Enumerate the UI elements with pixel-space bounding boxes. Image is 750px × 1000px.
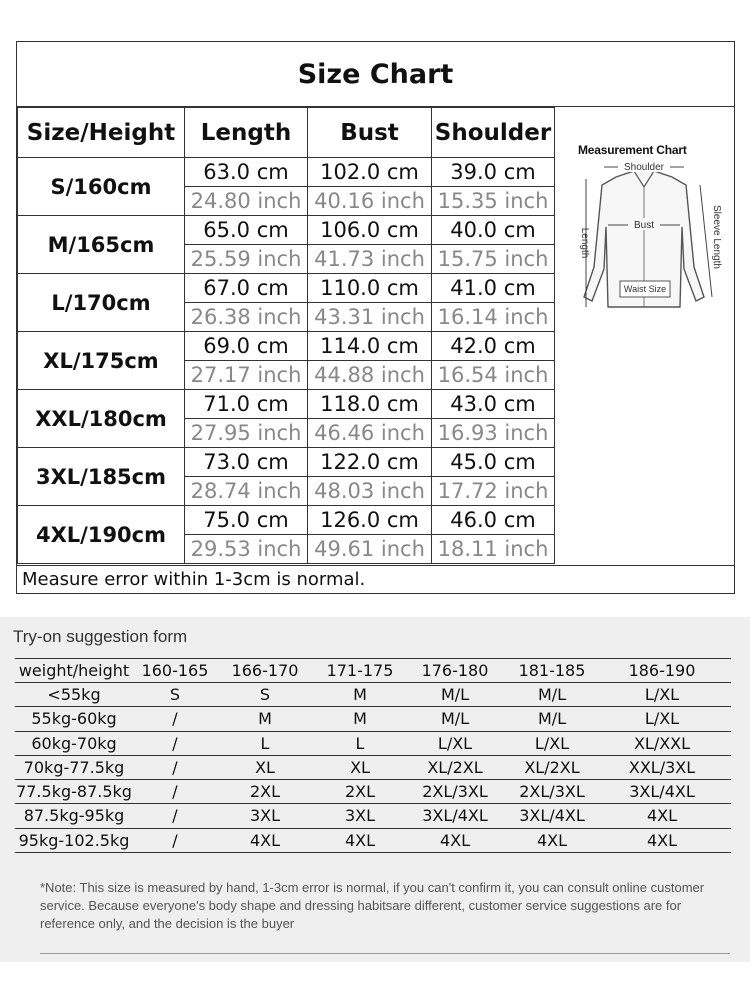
measurement-title: Measurement Chart	[578, 143, 687, 157]
cm-value: 73.0 cm	[185, 448, 308, 477]
divider	[40, 953, 730, 954]
suggested-size: XL/2XL	[524, 757, 580, 777]
suggested-size: 2XL	[249, 782, 281, 802]
suggested-size: M	[258, 709, 272, 729]
suggested-size: 3XL	[344, 806, 376, 826]
suggested-size: L/XL	[644, 685, 680, 704]
waist-label: Waist Size	[623, 284, 667, 294]
size-label: L/170cm	[18, 274, 185, 332]
suggested-size: M/L	[440, 685, 470, 704]
suggested-size: S	[169, 685, 181, 704]
cm-value: 126.0 cm	[308, 506, 432, 535]
cm-value: 110.0 cm	[308, 274, 432, 303]
header-size: Size/Height	[18, 108, 185, 158]
inch-value: 24.80 inch	[185, 187, 308, 216]
cm-value: 46.0 cm	[432, 506, 555, 535]
tryon-note: *Note: This size is measured by hand, 1-3cm error is normal, if you can't confirm it, you can consult online customer service. Because everyone's body shape and dressing habitsare different, customer service suggestions are for reference only, and the decision is the buyer	[40, 880, 705, 931]
suggested-size: M/L	[440, 709, 470, 729]
weight-range: 70kg-77.5kg	[23, 757, 125, 777]
size-row-cm	[18, 448, 555, 477]
weight-range: <55kg	[47, 685, 101, 704]
inch-value: 18.11 inch	[432, 535, 555, 564]
cm-value: 114.0 cm	[308, 332, 432, 361]
suggested-size: M	[353, 685, 367, 704]
weight-range: 55kg-60kg	[31, 709, 117, 729]
suggested-size: /	[172, 782, 178, 802]
suggested-size: L/XL	[437, 733, 473, 753]
cm-value: 63.0 cm	[185, 158, 308, 187]
tryon-section	[0, 617, 750, 962]
header-shoulder: Shoulder	[432, 108, 555, 158]
tryon-header-cell: 166-170	[231, 661, 299, 680]
inch-value: 25.59 inch	[185, 245, 308, 274]
header-bust: Bust	[308, 108, 432, 158]
suggested-size: XL	[255, 757, 275, 777]
inch-value: 15.35 inch	[432, 187, 555, 216]
cm-value: 71.0 cm	[185, 390, 308, 419]
tryon-header-cell: 186-190	[628, 661, 696, 680]
weight-range: 60kg-70kg	[31, 733, 117, 753]
size-label: XXL/180cm	[18, 390, 185, 448]
suggested-size: /	[172, 733, 178, 753]
suggested-size: 4XL	[536, 830, 568, 850]
size-label: 4XL/190cm	[18, 506, 185, 564]
suggested-size: 2XL/3XL	[422, 782, 488, 802]
cm-value: 106.0 cm	[308, 216, 432, 245]
inch-value: 29.53 inch	[185, 535, 308, 564]
suggested-size: M	[353, 709, 367, 729]
length-label: Length	[579, 227, 590, 259]
suggested-size: XXL/3XL	[628, 757, 696, 777]
size-row-cm	[18, 216, 555, 245]
tryon-header-cell: 176-180	[421, 661, 489, 680]
tryon-header-cell: 181-185	[518, 661, 586, 680]
cm-value: 65.0 cm	[185, 216, 308, 245]
suggested-size: XL/2XL	[427, 757, 483, 777]
tryon-row	[15, 804, 731, 828]
inch-value: 16.54 inch	[432, 361, 555, 390]
chart-footer-note: Measure error within 1-3cm is normal.	[17, 565, 734, 593]
size-table	[17, 107, 555, 564]
cm-value: 69.0 cm	[185, 332, 308, 361]
cm-value: 41.0 cm	[432, 274, 555, 303]
weight-range: 95kg-102.5kg	[18, 830, 130, 850]
suggested-size: 4XL	[344, 830, 376, 850]
suggested-size: M/L	[537, 709, 567, 729]
cm-value: 39.0 cm	[432, 158, 555, 187]
size-row-cm	[18, 158, 555, 187]
tryon-header-row	[15, 658, 731, 683]
suggested-size: 3XL/4XL	[422, 806, 488, 826]
tryon-title: Try-on suggestion form	[13, 627, 188, 646]
tryon-body	[15, 683, 731, 853]
cm-value: 102.0 cm	[308, 158, 432, 187]
suggested-size: /	[172, 709, 178, 729]
size-table-body	[18, 158, 555, 564]
suggested-size: S	[259, 685, 271, 704]
inch-value: 16.93 inch	[432, 419, 555, 448]
suggested-size: XL	[350, 757, 370, 777]
cm-value: 75.0 cm	[185, 506, 308, 535]
size-row-cm	[18, 332, 555, 361]
size-table-header	[18, 108, 555, 158]
size-label: XL/175cm	[18, 332, 185, 390]
header-length: Length	[185, 108, 308, 158]
suggested-size: 3XL/4XL	[519, 806, 585, 826]
cm-value: 118.0 cm	[308, 390, 432, 419]
inch-value: 46.46 inch	[308, 419, 432, 448]
tryon-table	[15, 658, 731, 853]
sleeve-length-label: Sleeve Length	[711, 205, 722, 269]
size-label: M/165cm	[18, 216, 185, 274]
suggested-size: L	[355, 733, 365, 753]
tryon-row	[15, 756, 731, 780]
measurement-chart	[554, 107, 734, 567]
inch-value: 17.72 inch	[432, 477, 555, 506]
suggested-size: /	[172, 830, 178, 850]
cm-value: 67.0 cm	[185, 274, 308, 303]
inch-value: 27.95 inch	[185, 419, 308, 448]
chart-title: Size Chart	[17, 42, 734, 107]
inch-value: 40.16 inch	[308, 187, 432, 216]
suggested-size: 2XL	[344, 782, 376, 802]
suggested-size: 4XL	[249, 830, 281, 850]
inch-value: 15.75 inch	[432, 245, 555, 274]
inch-value: 43.31 inch	[308, 303, 432, 332]
shirt-diagram-icon	[554, 157, 734, 357]
cm-value: 43.0 cm	[432, 390, 555, 419]
bust-label: Bust	[633, 220, 655, 231]
tryon-header-cell: weight/height	[18, 661, 130, 680]
suggested-size: L	[260, 733, 270, 753]
suggested-size: 4XL	[646, 806, 678, 826]
tryon-row	[15, 780, 731, 804]
size-label: 3XL/185cm	[18, 448, 185, 506]
inch-value: 49.61 inch	[308, 535, 432, 564]
tryon-header-cell: 160-165	[141, 661, 209, 680]
inch-value: 27.17 inch	[185, 361, 308, 390]
tryon-row	[15, 829, 731, 853]
shoulder-label: Shoulder	[623, 162, 665, 173]
tryon-row	[15, 707, 731, 731]
size-row-cm	[18, 390, 555, 419]
inch-value: 44.88 inch	[308, 361, 432, 390]
cm-value: 45.0 cm	[432, 448, 555, 477]
size-row-cm	[18, 274, 555, 303]
suggested-size: L/XL	[644, 709, 680, 729]
tryon-row	[15, 683, 731, 707]
weight-range: 87.5kg-95kg	[23, 806, 125, 826]
suggested-size: 3XL	[249, 806, 281, 826]
suggested-size: M/L	[537, 685, 567, 704]
suggested-size: L/XL	[534, 733, 570, 753]
suggested-size: 3XL/4XL	[629, 782, 695, 802]
inch-value: 26.38 inch	[185, 303, 308, 332]
inch-value: 48.03 inch	[308, 477, 432, 506]
suggested-size: /	[172, 757, 178, 777]
inch-value: 16.14 inch	[432, 303, 555, 332]
tryon-row	[15, 732, 731, 756]
inch-value: 28.74 inch	[185, 477, 308, 506]
size-label: S/160cm	[18, 158, 185, 216]
suggested-size: 4XL	[439, 830, 471, 850]
size-row-cm	[18, 506, 555, 535]
suggested-size: 2XL/3XL	[519, 782, 585, 802]
suggested-size: 4XL	[646, 830, 678, 850]
tryon-header-cell: 171-175	[326, 661, 394, 680]
suggested-size: /	[172, 806, 178, 826]
cm-value: 122.0 cm	[308, 448, 432, 477]
cm-value: 42.0 cm	[432, 332, 555, 361]
weight-range: 77.5kg-87.5kg	[16, 782, 132, 802]
cm-value: 40.0 cm	[432, 216, 555, 245]
size-chart	[16, 41, 735, 594]
suggested-size: XL/XXL	[633, 733, 691, 753]
inch-value: 41.73 inch	[308, 245, 432, 274]
